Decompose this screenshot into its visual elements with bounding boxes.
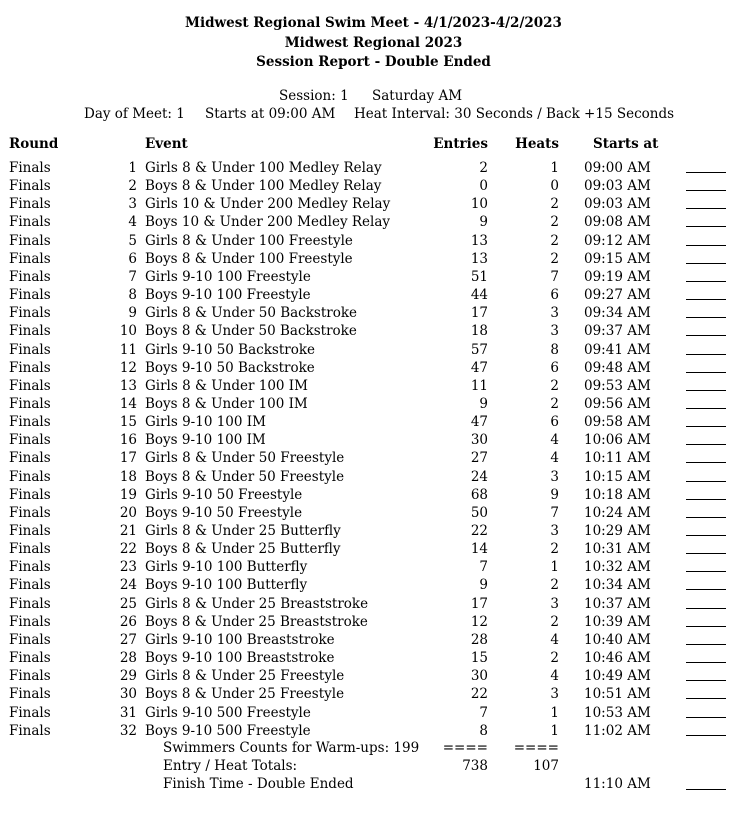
heats-cell: 3 xyxy=(550,323,559,340)
table-row xyxy=(0,341,747,359)
heats-cell: 4 xyxy=(550,631,559,648)
event-number-cell: 8 xyxy=(128,287,137,304)
start-time-cell: 09:19 AM xyxy=(584,268,651,285)
entries-cell: 30 xyxy=(470,432,488,449)
entries-cell: 28 xyxy=(470,631,488,648)
signoff-line xyxy=(686,631,726,645)
entries-cell: 44 xyxy=(470,287,488,304)
event-number-cell: 18 xyxy=(119,468,137,485)
heats-cell: 2 xyxy=(550,377,559,394)
event-number-cell: 21 xyxy=(119,523,137,539)
signoff-line xyxy=(686,304,726,318)
event-name-cell: Girls 8 & Under 25 Freestyle xyxy=(145,668,345,685)
round-cell: Finals xyxy=(9,686,51,703)
entries-cell: 14 xyxy=(470,541,488,558)
session-name: Saturday AM xyxy=(372,88,463,104)
entries-cell: 68 xyxy=(470,486,488,503)
start-time-cell: 09:58 AM xyxy=(584,414,651,431)
entries-cell: 13 xyxy=(470,250,488,267)
entries-cell: 57 xyxy=(470,341,488,358)
signoff-line xyxy=(686,268,726,282)
heats-cell: 4 xyxy=(550,432,559,449)
heats-separator: ==== xyxy=(513,740,559,756)
meet-subtitle: Midwest Regional 2023 xyxy=(284,35,463,51)
event-number-cell: 3 xyxy=(128,196,137,213)
event-name-cell: Girls 10 & Under 200 Medley Relay xyxy=(145,196,391,213)
start-time-cell: 10:40 AM xyxy=(584,631,651,648)
event-number-cell: 6 xyxy=(128,250,137,267)
entries-total: 738 xyxy=(462,758,488,774)
table-row xyxy=(0,286,747,304)
event-name-cell: Girls 9-10 100 IM xyxy=(145,414,266,431)
event-number-cell: 24 xyxy=(119,577,137,594)
event-number-cell: 22 xyxy=(119,541,137,558)
event-number-cell: 11 xyxy=(119,341,137,358)
entries-cell: 9 xyxy=(479,214,488,231)
heats-cell: 2 xyxy=(550,250,559,267)
entries-cell: 30 xyxy=(470,668,488,685)
event-name-cell: Boys 9-10 100 Freestyle xyxy=(145,287,311,304)
entries-cell: 12 xyxy=(470,613,488,630)
signoff-line xyxy=(686,449,726,463)
event-name-cell: Boys 9-10 50 Backstroke xyxy=(145,359,315,376)
event-name-cell: Boys 9-10 500 Freestyle xyxy=(145,722,311,739)
round-cell: Finals xyxy=(9,359,51,376)
signoff-line xyxy=(686,667,726,681)
heats-cell: 3 xyxy=(550,595,559,612)
event-name-cell: Boys 9-10 100 Breaststroke xyxy=(145,650,335,667)
heats-cell: 2 xyxy=(550,395,559,412)
event-number-cell: 32 xyxy=(119,722,137,739)
event-number-cell: 1 xyxy=(128,160,137,176)
event-name-cell: Girls 8 & Under 25 Butterfly xyxy=(145,523,341,539)
heats-cell: 1 xyxy=(550,559,559,576)
table-row xyxy=(0,685,747,703)
table-row xyxy=(0,322,747,340)
signoff-line xyxy=(686,232,726,246)
round-cell: Finals xyxy=(9,722,51,739)
entries-cell: 18 xyxy=(470,323,488,340)
heats-cell: 3 xyxy=(550,305,559,322)
start-time-cell: 10:15 AM xyxy=(584,468,651,485)
table-row xyxy=(0,504,747,522)
signoff-line xyxy=(686,431,726,445)
table-row xyxy=(0,449,747,467)
start-time-cell: 09:56 AM xyxy=(584,395,651,412)
signoff-line xyxy=(686,250,726,264)
heats-cell: 9 xyxy=(550,486,559,503)
event-name-cell: Boys 8 & Under 100 Medley Relay xyxy=(145,178,382,195)
heats-cell: 4 xyxy=(550,668,559,685)
col-header-event: Event xyxy=(145,136,188,152)
event-name-cell: Boys 8 & Under 100 IM xyxy=(145,395,308,412)
start-time-cell: 09:27 AM xyxy=(584,287,651,304)
event-number-cell: 16 xyxy=(119,432,137,449)
event-name-cell: Girls 9-10 500 Freestyle xyxy=(145,704,311,721)
start-time-cell: 09:34 AM xyxy=(584,305,651,322)
entries-cell: 17 xyxy=(470,595,488,612)
event-number-cell: 7 xyxy=(128,268,137,285)
round-cell: Finals xyxy=(9,414,51,431)
event-name-cell: Boys 9-10 100 IM xyxy=(145,432,266,449)
signoff-line xyxy=(686,595,726,609)
day-of-meet: Day of Meet: 1 xyxy=(84,106,185,122)
round-cell: Finals xyxy=(9,323,51,340)
signoff-line xyxy=(686,395,726,409)
event-name-cell: Girls 8 & Under 100 Freestyle xyxy=(145,232,353,249)
signoff-line xyxy=(686,286,726,300)
start-time-cell: 11:02 AM xyxy=(584,722,651,739)
table-row xyxy=(0,268,747,286)
signoff-line xyxy=(686,685,726,699)
round-cell: Finals xyxy=(9,250,51,267)
round-cell: Finals xyxy=(9,341,51,358)
round-cell: Finals xyxy=(9,523,51,539)
event-number-cell: 30 xyxy=(119,686,137,703)
signoff-line xyxy=(686,213,726,227)
event-name-cell: Girls 8 & Under 50 Backstroke xyxy=(145,305,358,322)
round-cell: Finals xyxy=(9,214,51,231)
warmup-count: Swimmers Counts for Warm-ups: 199 xyxy=(163,740,420,756)
heats-cell: 2 xyxy=(550,577,559,594)
signoff-line xyxy=(686,322,726,336)
totals-label: Entry / Heat Totals: xyxy=(163,758,298,774)
signoff-line xyxy=(686,522,726,536)
signoff-line xyxy=(686,486,726,500)
round-cell: Finals xyxy=(9,178,51,195)
event-name-cell: Boys 9-10 50 Freestyle xyxy=(145,504,303,521)
table-row xyxy=(0,177,747,195)
round-cell: Finals xyxy=(9,577,51,594)
table-row xyxy=(0,631,747,649)
signoff-line xyxy=(686,558,726,572)
heats-cell: 2 xyxy=(550,650,559,667)
table-row xyxy=(0,232,747,250)
signoff-line xyxy=(686,540,726,554)
entries-cell: 51 xyxy=(470,268,488,285)
round-cell: Finals xyxy=(9,668,51,685)
round-cell: Finals xyxy=(9,287,51,304)
entries-cell: 11 xyxy=(470,377,488,394)
start-time-cell: 09:03 AM xyxy=(584,178,651,195)
start-time-cell: 10:18 AM xyxy=(584,486,651,503)
start-time-cell: 09:37 AM xyxy=(584,323,651,340)
start-time: Starts at 09:00 AM xyxy=(205,106,336,122)
start-time-cell: 10:49 AM xyxy=(584,668,651,685)
heats-cell: 3 xyxy=(550,523,559,539)
signoff-line xyxy=(686,413,726,427)
event-number-cell: 12 xyxy=(119,359,137,376)
start-time-cell: 10:34 AM xyxy=(584,577,651,594)
signoff-line xyxy=(686,159,726,173)
heats-cell: 7 xyxy=(550,268,559,285)
event-name-cell: Boys 10 & Under 200 Medley Relay xyxy=(145,214,391,231)
table-row xyxy=(0,649,747,667)
heats-cell: 4 xyxy=(550,450,559,467)
entries-cell: 17 xyxy=(470,305,488,322)
round-cell: Finals xyxy=(9,377,51,394)
event-number-cell: 31 xyxy=(119,704,137,721)
entries-cell: 15 xyxy=(470,650,488,667)
report-title: Session Report - Double Ended xyxy=(256,54,491,70)
entries-cell: 47 xyxy=(470,359,488,376)
event-number-cell: 2 xyxy=(128,178,137,195)
event-number-cell: 5 xyxy=(128,232,137,249)
event-name-cell: Girls 9-10 100 Butterfly xyxy=(145,559,308,576)
event-number-cell: 26 xyxy=(119,613,137,630)
table-row xyxy=(0,704,747,722)
heats-total: 107 xyxy=(533,758,559,774)
heats-cell: 2 xyxy=(550,613,559,630)
entries-cell: 47 xyxy=(470,414,488,431)
start-time-cell: 10:31 AM xyxy=(584,541,651,558)
signoff-line xyxy=(686,576,726,590)
entries-cell: 50 xyxy=(470,504,488,521)
start-time-cell: 10:29 AM xyxy=(584,523,651,539)
round-cell: Finals xyxy=(9,232,51,249)
table-row xyxy=(0,576,747,594)
heats-cell: 3 xyxy=(550,468,559,485)
col-header-starts: Starts at xyxy=(593,136,659,152)
signoff-line xyxy=(686,195,726,209)
entries-cell: 9 xyxy=(479,395,488,412)
start-time-cell: 10:11 AM xyxy=(584,450,651,467)
round-cell: Finals xyxy=(9,160,51,176)
table-row xyxy=(0,540,747,558)
table-row xyxy=(0,722,747,740)
entries-cell: 27 xyxy=(470,450,488,467)
heats-cell: 0 xyxy=(550,178,559,195)
heats-cell: 2 xyxy=(550,541,559,558)
round-cell: Finals xyxy=(9,650,51,667)
heats-cell: 7 xyxy=(550,504,559,521)
signoff-line xyxy=(686,341,726,355)
col-header-entries: Entries xyxy=(433,136,488,152)
signoff-line xyxy=(686,649,726,663)
event-number-cell: 28 xyxy=(119,650,137,667)
event-number-cell: 14 xyxy=(119,395,137,412)
heats-cell: 2 xyxy=(550,196,559,213)
start-time-cell: 09:53 AM xyxy=(584,377,651,394)
event-name-cell: Girls 9-10 100 Freestyle xyxy=(145,268,311,285)
start-time-cell: 10:51 AM xyxy=(584,686,651,703)
event-number-cell: 19 xyxy=(119,486,137,503)
heats-cell: 1 xyxy=(550,160,559,176)
start-time-cell: 09:15 AM xyxy=(584,250,651,267)
start-time-cell: 10:53 AM xyxy=(584,704,651,721)
event-number-cell: 15 xyxy=(119,414,137,431)
table-row xyxy=(0,250,747,268)
heats-cell: 6 xyxy=(550,287,559,304)
start-time-cell: 10:32 AM xyxy=(584,559,651,576)
entries-cell: 2 xyxy=(479,160,488,176)
finish-label: Finish Time - Double Ended xyxy=(163,776,354,792)
entries-cell: 0 xyxy=(479,178,488,195)
session-number: Session: 1 xyxy=(279,88,349,104)
start-time-cell: 10:06 AM xyxy=(584,432,651,449)
signoff-line xyxy=(686,377,726,391)
start-time-cell: 09:12 AM xyxy=(584,232,651,249)
event-name-cell: Boys 8 & Under 25 Freestyle xyxy=(145,686,345,703)
round-cell: Finals xyxy=(9,704,51,721)
event-name-cell: Boys 8 & Under 25 Butterfly xyxy=(145,541,341,558)
heats-cell: 3 xyxy=(550,686,559,703)
table-row xyxy=(0,359,747,377)
round-cell: Finals xyxy=(9,432,51,449)
col-header-heats: Heats xyxy=(515,136,559,152)
event-number-cell: 23 xyxy=(119,559,137,576)
entries-separator: ==== xyxy=(442,740,488,756)
signoff-line xyxy=(686,722,726,736)
round-cell: Finals xyxy=(9,541,51,558)
start-time-cell: 09:00 AM xyxy=(584,160,651,176)
signoff-line xyxy=(686,359,726,373)
entries-cell: 10 xyxy=(470,196,488,213)
start-time-cell: 09:48 AM xyxy=(584,359,651,376)
signoff-line xyxy=(686,704,726,718)
col-header-round: Round xyxy=(9,136,59,152)
round-cell: Finals xyxy=(9,486,51,503)
round-cell: Finals xyxy=(9,504,51,521)
event-name-cell: Girls 8 & Under 25 Breaststroke xyxy=(145,595,369,612)
table-row xyxy=(0,558,747,576)
event-name-cell: Boys 8 & Under 50 Backstroke xyxy=(145,323,357,340)
round-cell: Finals xyxy=(9,559,51,576)
round-cell: Finals xyxy=(9,631,51,648)
event-number-cell: 9 xyxy=(128,305,137,322)
table-row xyxy=(0,413,747,431)
heats-cell: 8 xyxy=(550,341,559,358)
table-row xyxy=(0,595,747,613)
round-cell: Finals xyxy=(9,613,51,630)
event-number-cell: 20 xyxy=(119,504,137,521)
signoff-line xyxy=(686,177,726,191)
entries-cell: 8 xyxy=(479,722,488,739)
table-row xyxy=(0,613,747,631)
heats-cell: 6 xyxy=(550,359,559,376)
table-row xyxy=(0,304,747,322)
event-number-cell: 25 xyxy=(119,595,137,612)
heats-cell: 1 xyxy=(550,704,559,721)
start-time-cell: 10:46 AM xyxy=(584,650,651,667)
event-name-cell: Girls 8 & Under 100 IM xyxy=(145,377,308,394)
heats-cell: 1 xyxy=(550,722,559,739)
event-number-cell: 17 xyxy=(119,450,137,467)
table-row xyxy=(0,522,747,540)
signoff-line xyxy=(686,468,726,482)
event-number-cell: 4 xyxy=(128,214,137,231)
table-row xyxy=(0,377,747,395)
entries-cell: 24 xyxy=(470,468,488,485)
event-name-cell: Girls 9-10 50 Backstroke xyxy=(145,341,315,358)
event-number-cell: 29 xyxy=(119,668,137,685)
round-cell: Finals xyxy=(9,268,51,285)
event-name-cell: Boys 9-10 100 Butterfly xyxy=(145,577,308,594)
heats-cell: 6 xyxy=(550,414,559,431)
table-row xyxy=(0,431,747,449)
start-time-cell: 09:03 AM xyxy=(584,196,651,213)
entries-cell: 7 xyxy=(479,559,488,576)
heats-cell: 2 xyxy=(550,214,559,231)
start-time-cell: 10:39 AM xyxy=(584,613,651,630)
event-name-cell: Boys 8 & Under 25 Breaststroke xyxy=(145,613,368,630)
entries-cell: 7 xyxy=(479,704,488,721)
round-cell: Finals xyxy=(9,468,51,485)
event-name-cell: Boys 8 & Under 50 Freestyle xyxy=(145,468,345,485)
meet-title: Midwest Regional Swim Meet - 4/1/2023-4/2/2023 xyxy=(185,15,562,31)
start-time-cell: 10:24 AM xyxy=(584,504,651,521)
event-number-cell: 27 xyxy=(119,631,137,648)
start-time-cell: 09:41 AM xyxy=(584,341,651,358)
finish-signoff-line xyxy=(686,775,726,790)
entries-cell: 9 xyxy=(479,577,488,594)
event-name-cell: Girls 9-10 100 Breaststroke xyxy=(145,631,335,648)
entries-cell: 22 xyxy=(470,686,488,703)
start-time-cell: 09:08 AM xyxy=(584,214,651,231)
entries-cell: 13 xyxy=(470,232,488,249)
table-row xyxy=(0,213,747,231)
table-row xyxy=(0,468,747,486)
signoff-line xyxy=(686,504,726,518)
event-number-cell: 13 xyxy=(119,377,137,394)
table-row xyxy=(0,395,747,413)
table-row xyxy=(0,195,747,213)
event-name-cell: Girls 8 & Under 100 Medley Relay xyxy=(145,160,382,176)
start-time-cell: 10:37 AM xyxy=(584,595,651,612)
finish-time: 11:10 AM xyxy=(584,776,651,792)
table-row xyxy=(0,486,747,504)
round-cell: Finals xyxy=(9,395,51,412)
event-number-cell: 10 xyxy=(119,323,137,340)
table-row xyxy=(0,667,747,685)
event-name-cell: Girls 8 & Under 50 Freestyle xyxy=(145,450,345,467)
round-cell: Finals xyxy=(9,595,51,612)
heat-interval: Heat Interval: 30 Seconds / Back +15 Seconds xyxy=(354,106,675,122)
round-cell: Finals xyxy=(9,196,51,213)
round-cell: Finals xyxy=(9,305,51,322)
signoff-line xyxy=(686,613,726,627)
entries-cell: 22 xyxy=(470,523,488,539)
event-name-cell: Girls 9-10 50 Freestyle xyxy=(145,486,303,503)
table-row xyxy=(0,159,747,177)
heats-cell: 2 xyxy=(550,232,559,249)
event-name-cell: Boys 8 & Under 100 Freestyle xyxy=(145,250,353,267)
round-cell: Finals xyxy=(9,450,51,467)
